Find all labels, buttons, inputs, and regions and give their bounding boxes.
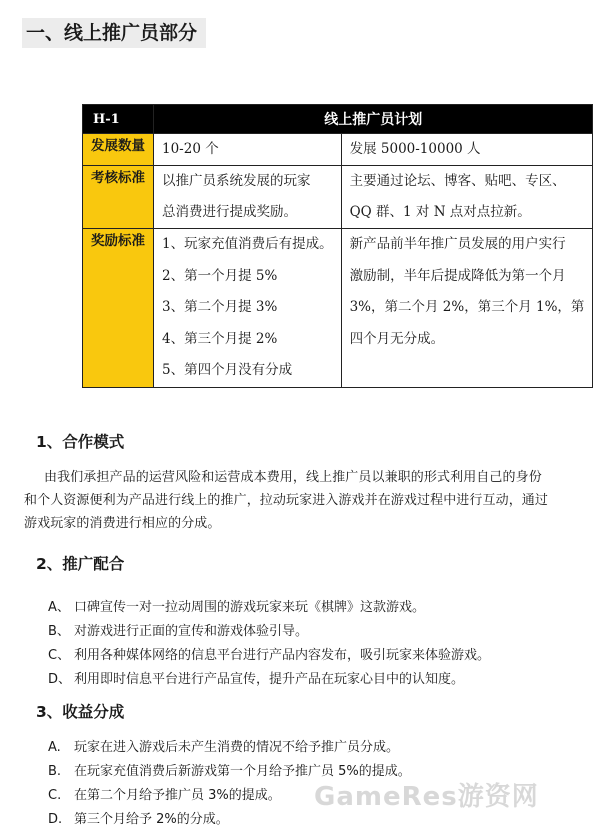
- cell-line: 5、第四个月没有分成: [162, 362, 293, 378]
- table-row: [83, 134, 593, 166]
- cell-line: 总消费进行提成奖励。: [162, 204, 297, 220]
- paragraph-line: 和个人资源便利为产品进行线上的推广，拉动玩家进入游戏并在游戏过程中进行互动，通过: [24, 493, 549, 508]
- table-row: [83, 166, 593, 229]
- section-title: 一、线上推广员部分: [22, 18, 206, 48]
- list-key: B、: [48, 624, 70, 639]
- table-row: [83, 229, 593, 388]
- cell-line: 发展 5000-10000 人: [349, 141, 481, 157]
- row-label-criteria: 考核标准: [83, 166, 154, 229]
- section1-paragraph: [24, 466, 594, 535]
- list-key: C.: [48, 788, 62, 803]
- section2-list: [48, 596, 490, 692]
- paragraph-line: 由我们承担产品的运营风险和运营成本费用，线上推广员以兼职的形式利用自己的身份: [44, 470, 542, 485]
- list-item: [48, 668, 490, 692]
- plan-title: 线上推广员计划: [154, 105, 593, 134]
- row-cell: [154, 229, 342, 388]
- plan-table-header: [83, 105, 593, 134]
- row-label-quantity: 发展数量: [83, 134, 154, 166]
- cell-line: 四个月无分成。: [349, 330, 445, 347]
- section3-heading: 3、收益分成: [36, 703, 125, 721]
- section2-heading: 2、推广配合: [36, 555, 125, 573]
- cell-line: 3、第二个月提 3%: [162, 299, 278, 315]
- paragraph-line: 游戏玩家的消费进行相应的分成。: [24, 516, 221, 531]
- list-item: [48, 620, 490, 644]
- cell-line: QQ 群、1 对 N 点对点拉新。: [349, 204, 531, 220]
- cell-line: 3%，第二个月 2%，第三个月 1%，第: [349, 299, 585, 315]
- list-key: D.: [48, 812, 63, 827]
- list-key: B.: [48, 764, 62, 779]
- cell-line: 主要通过论坛、博客、贴吧、专区、: [349, 173, 566, 189]
- row-cell: [341, 229, 593, 388]
- list-item: [48, 596, 490, 620]
- list-key: D、: [48, 672, 72, 687]
- cell-line: 1、玩家充值消费后有提成。: [162, 236, 333, 252]
- plan-table: [82, 104, 593, 388]
- cell-line: 10-20 个: [162, 141, 219, 157]
- cell-line: 激励制，半年后提成降低为第一个月: [349, 267, 566, 284]
- row-cell: [341, 166, 593, 229]
- list-key: C、: [48, 648, 71, 663]
- list-text: 利用即时信息平台进行产品宣传，提升产品在玩家心目中的认知度。: [74, 672, 465, 687]
- row-cell: [154, 134, 342, 166]
- section1-heading: 1、合作模式: [36, 433, 125, 451]
- list-text: 在第二个月给予推广员 3%的提成。: [74, 788, 281, 803]
- cell-line: 2、第一个月提 5%: [162, 267, 278, 284]
- cell-line: 新产品前半年推广员发展的用户实行: [349, 236, 566, 252]
- list-item: [48, 736, 411, 760]
- list-text: 在玩家充值消费后新游戏第一个月给予推广员 5%的提成。: [74, 764, 411, 779]
- list-text: 对游戏进行正面的宣传和游戏体验引导。: [74, 624, 309, 639]
- list-text: 玩家在进入游戏后未产生消费的情况不给予推广员分成。: [74, 740, 400, 755]
- plan-code: H-1: [83, 105, 154, 134]
- list-key: A.: [48, 740, 61, 755]
- row-label-reward: 奖励标准: [83, 229, 154, 388]
- list-item: [48, 644, 490, 668]
- list-text: 利用各种媒体网络的信息平台进行产品内容发布，吸引玩家来体验游戏。: [74, 648, 491, 663]
- list-text: 第三个月给予 2%的分成。: [74, 812, 229, 827]
- row-cell: [154, 166, 342, 229]
- list-text: 口碑宣传一对一拉动周围的游戏玩家来玩《棋牌》这款游戏。: [74, 600, 426, 615]
- cell-line: 4、第三个月提 2%: [162, 330, 278, 347]
- list-key: A、: [48, 600, 70, 615]
- watermark-logo: GameRes游资网: [314, 782, 539, 812]
- cell-line: 以推广员系统发展的玩家: [162, 173, 311, 189]
- row-cell: [341, 134, 593, 166]
